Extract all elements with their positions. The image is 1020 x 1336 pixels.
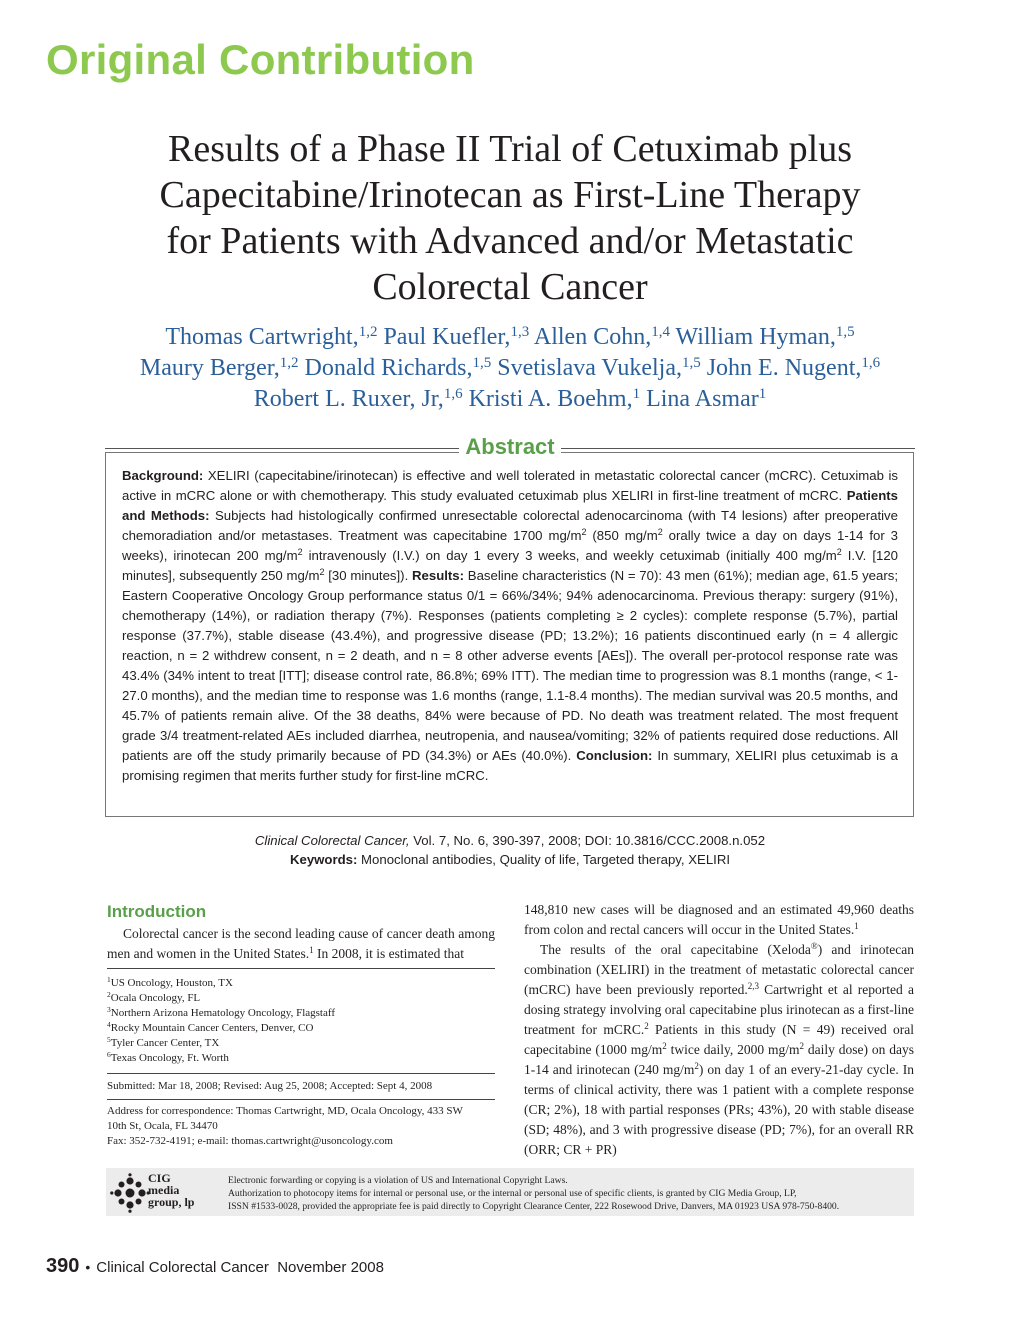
abstract-heading-row xyxy=(105,434,915,460)
affiliation-text: Texas Oncology, Ft. Worth xyxy=(110,1052,229,1064)
affiliation-text: Northern Arizona Hematology Oncology, Flagstaff xyxy=(110,1007,335,1019)
author-affiliation: 1,4 xyxy=(651,324,670,340)
cig-logo-icon xyxy=(110,1173,150,1213)
author-name: John E. Nugent, xyxy=(706,355,862,381)
background-text: XELIRI (capecitabine/irinotecan) is effective and well tolerated in metastatic colorectal cancer (mCRC). Cetuximab is active in mCRC alone or with chemotherapy. This study evaluated cetuximab plus XELIRI in first-line treatment of mCRC. xyxy=(122,468,898,503)
introduction-heading: Introduction xyxy=(107,902,207,921)
keywords-text: Monoclonal antibodies, Quality of life, Targeted therapy, XELIRI xyxy=(357,852,731,867)
author-line xyxy=(90,384,930,415)
affiliation-text: Ocala Oncology, FL xyxy=(110,992,201,1004)
section-label: Original Contribution xyxy=(46,36,475,83)
reference-marker: 1 xyxy=(854,921,859,931)
affiliation-text: US Oncology, Houston, TX xyxy=(110,977,233,989)
introduction-paragraph xyxy=(107,924,495,964)
affiliation-number: 4 xyxy=(107,1020,111,1029)
author-name: Paul Kuefler, xyxy=(383,324,511,350)
superscript: 2 xyxy=(319,567,325,577)
keywords-line xyxy=(150,850,870,869)
author-name: Robert L. Ruxer, Jr, xyxy=(253,386,444,412)
methods-text: (850 mg/m xyxy=(586,528,658,543)
affiliation-item xyxy=(107,1051,495,1066)
affiliation-number: 2 xyxy=(107,990,111,999)
intro-text: The results of the oral capecitabine (Xeloda xyxy=(540,942,811,957)
correspondence-line: Address for correspondence: Thomas Cartwright, MD, Ocala Oncology, 433 SW xyxy=(107,1105,463,1117)
superscript: 2 xyxy=(297,547,303,557)
introduction-paragraph xyxy=(524,940,914,1160)
footer-journal: Clinical Colorectal Cancer xyxy=(96,1259,269,1276)
intro-text: Colorectal cancer is the second leading cause of cancer death among men and women in the United States. xyxy=(107,926,495,961)
citation-journal: Clinical Colorectal Cancer, xyxy=(254,833,410,848)
author-name: Kristi A. Boehm, xyxy=(468,386,633,412)
intro-text: Cartwright et al reported a dosing strategy involving oral capecitabine plus irinotecan as a first-line treatment for mCRC. xyxy=(524,982,914,1037)
logo-text-line: CIG xyxy=(148,1171,171,1185)
abstract-heading: Abstract xyxy=(459,434,560,459)
author-affiliation: 1,6 xyxy=(861,355,881,371)
author-affiliation: 1,6 xyxy=(443,386,463,402)
reference-marker: 2 xyxy=(644,1021,649,1031)
affiliation-text: Rocky Mountain Cancer Centers, Denver, CO xyxy=(110,1022,314,1034)
author-affiliation: 1,5 xyxy=(472,355,492,371)
superscript: 2 xyxy=(657,527,663,537)
author-name: Thomas Cartwright, xyxy=(165,324,359,350)
intro-text: daily dose) on days 1-14 and irinotecan (240 mg/m xyxy=(524,1042,914,1077)
methods-text: Subjects had histologically confirmed unresectable colorectal adenocarcinoma (with T4 lesions) after preoperative chemoradiation and/or metastases. Treatment was capecitabine 1700 mg/m xyxy=(122,508,898,543)
author-line xyxy=(90,322,930,353)
affiliation-item xyxy=(107,1036,495,1051)
conclusion-label: Conclusion: xyxy=(576,748,653,763)
affiliation-number: 5 xyxy=(107,1035,111,1044)
methods-text: I.V. [120 minutes], subsequently 250 mg/m xyxy=(122,548,898,583)
author-name: Lina Asmar xyxy=(646,386,759,412)
author-name: Maury Berger, xyxy=(139,355,280,381)
methods-label: Patients and Methods: xyxy=(122,488,898,523)
copyright-line: Electronic forwarding or copying is a violation of US and International Copyright Laws. xyxy=(228,1175,568,1186)
author-name: William Hyman, xyxy=(675,324,836,350)
article-title xyxy=(100,126,920,310)
copyright-line: Authorization to photocopy items for internal or personal use, or the internal or personal use of specific clients, is granted by CIG Media Group, LP, xyxy=(228,1188,797,1199)
reference-marker: 1 xyxy=(309,945,314,955)
cig-logo-text xyxy=(148,1172,194,1208)
introduction-left-text xyxy=(107,924,495,964)
superscript: 2 xyxy=(662,1041,667,1051)
superscript: 2 xyxy=(836,547,842,557)
intro-text: In 2008, it is estimated that xyxy=(313,946,464,961)
author-affiliation: 1,5 xyxy=(835,324,855,340)
affiliations xyxy=(107,976,495,1066)
affiliation-text: Tyler Cancer Center, TX xyxy=(110,1037,220,1049)
author-line xyxy=(90,353,930,384)
correspondence-line: 10th St, Ocala, FL 34470 xyxy=(107,1120,218,1132)
footer-date: November 2008 xyxy=(277,1259,384,1276)
intro-text: twice daily, 2000 mg/m xyxy=(666,1042,800,1057)
affiliation-number: 6 xyxy=(107,1050,111,1059)
conclusion-text: In summary, XELIRI plus cetuximab is a promising regimen that merits further study for first-line mCRC. xyxy=(122,748,898,783)
copyright-line: ISSN #1533-0028, provided the appropriate fee is paid directly to Copyright Clearance Center, 222 Rosewood Drive, Danvers, MA 01923 USA 978-750-8400. xyxy=(228,1201,840,1212)
results-text: Baseline characteristics (N = 70): 43 men (61%); median age, 61.5 years; Eastern Cooperative Oncology Group performance status 0/1 = 66%/34%; 94% adenocarcinoma. Previous therapy: surgery (91%), chemotherapy (14%), or radiation therapy (7%). Responses (patients completing ≥ 2 cycles): complete response (5.7%), partial response (37.7%), stable disease (43.4%), and progressive disease (PD; 13.2%); 16 patients discontinued early (n = 4 allergic reaction, n = 2 withdrew consent, n = 2 death, and n = 8 other adverse events [AEs]). The overall per-protocol response rate was 43.4% (34% intent to treat [ITT]; disease control rate, 86.8%; 69% ITT). The median time to progression was 8.1 months (range, < 1-27.0 months), and the median time to response was 1.6 months (range, 1.1-8.4 months). The median survival was 20.5 months, and 45.7% of patients remain alive. Of the 38 deaths, 84% were because of PD. No death was treatment related. The most frequent grade 3/4 treatment-related AEs included diarrhea, neutropenia, and nausea/vomiting; 32% of patients required dose reductions. All patients are off the study primarily because of PD (34.3%) or AEs (40.0%). xyxy=(122,568,898,763)
title-line: for Patients with Advanced and/or Metastatic xyxy=(166,220,854,262)
copyright-notice xyxy=(228,1174,912,1213)
affiliation-item xyxy=(107,1006,495,1021)
title-line: Capecitabine/Irinotecan as First-Line Therapy xyxy=(159,174,861,216)
affiliations-divider xyxy=(107,968,495,969)
introduction-paragraph xyxy=(524,900,914,940)
affiliation-number: 3 xyxy=(107,1005,111,1014)
author-affiliation: 1 xyxy=(758,386,767,402)
title-line: Results of a Phase II Trial of Cetuximab plus xyxy=(168,128,852,170)
author-name: Donald Richards, xyxy=(304,355,473,381)
page-number: 390 xyxy=(46,1255,80,1277)
author-affiliation: 1 xyxy=(632,386,641,402)
superscript: 2 xyxy=(799,1041,804,1051)
affiliation-item xyxy=(107,1021,495,1036)
author-affiliation: 1,2 xyxy=(358,324,378,340)
affiliation-number: 1 xyxy=(107,975,111,984)
author-name: Svetislava Vukelja, xyxy=(497,355,682,381)
affiliation-item xyxy=(107,976,495,991)
intro-text: 148,810 new cases will be diagnosed and an estimated 49,960 deaths from colon and rectal cancers will occur in the United States. xyxy=(524,902,914,937)
correspondence-divider xyxy=(107,1099,495,1100)
title-line: Colorectal Cancer xyxy=(372,266,648,308)
methods-text: orally twice a day on days 1-14 for 3 weeks), irinotecan 200 mg/m xyxy=(122,528,898,563)
logo-text-line: group, lp xyxy=(148,1195,195,1209)
citation-line xyxy=(150,831,870,850)
author-affiliation: 1,5 xyxy=(681,355,701,371)
registered-mark: ® xyxy=(810,941,818,951)
intro-text: ) and irinotecan combination (XELIRI) in the treatment of metastatic colorectal cancer (mCRC) have been previously reported. xyxy=(524,942,914,997)
intro-text: Patients in this study (N = 49) received oral capecitabine (1000 mg/m xyxy=(524,1022,914,1057)
citation-details: Vol. 7, No. 6, 390-397, 2008; DOI: 10.3816/CCC.2008.n.052 xyxy=(409,833,766,848)
keywords-label: Keywords: xyxy=(289,852,358,867)
reference-marker: 2,3 xyxy=(747,981,759,991)
superscript: 2 xyxy=(581,527,587,537)
correspondence xyxy=(107,1104,495,1149)
methods-text: [30 minutes]). xyxy=(324,568,409,583)
author-affiliation: 1,2 xyxy=(279,355,299,371)
correspondence-line: Fax: 352-732-4191; e-mail: thomas.cartwright@usoncology.com xyxy=(107,1135,393,1147)
page-footer xyxy=(46,1255,384,1278)
logo-text-line: media xyxy=(148,1183,180,1197)
results-label: Results: xyxy=(412,568,465,583)
footer-bullet: • xyxy=(85,1259,91,1275)
citation xyxy=(150,831,870,869)
introduction-right-column xyxy=(524,900,914,1160)
superscript: 2 xyxy=(694,1061,699,1071)
author-list xyxy=(90,322,930,415)
background-label: Background: xyxy=(122,468,204,483)
author-name: Allen Cohn, xyxy=(533,324,652,350)
author-affiliation: 1,3 xyxy=(510,324,530,340)
affiliation-item xyxy=(107,991,495,1006)
submitted-divider xyxy=(107,1073,495,1074)
abstract-text xyxy=(122,466,898,786)
methods-text: intravenously (I.V.) on day 1 every 3 weeks, and weekly cetuximab (initially 400 mg/m xyxy=(302,548,837,563)
intro-text: ) on day 1 of an every-21-day cycle. In terms of clinical activity, there was 1 patient with a complete response (CR; 2%), 18 with partial responses (PRs; 43%), 20 with stable disease (SD; 48%), and 3 with progressive disease (PD; 7%), for an overall RR (ORR; CR + PR) xyxy=(524,1062,914,1157)
abstract-heading-wrap xyxy=(105,434,915,460)
submission-dates: Submitted: Mar 18, 2008; Revised: Aug 25, 2008; Accepted: Sept 4, 2008 xyxy=(107,1080,433,1092)
